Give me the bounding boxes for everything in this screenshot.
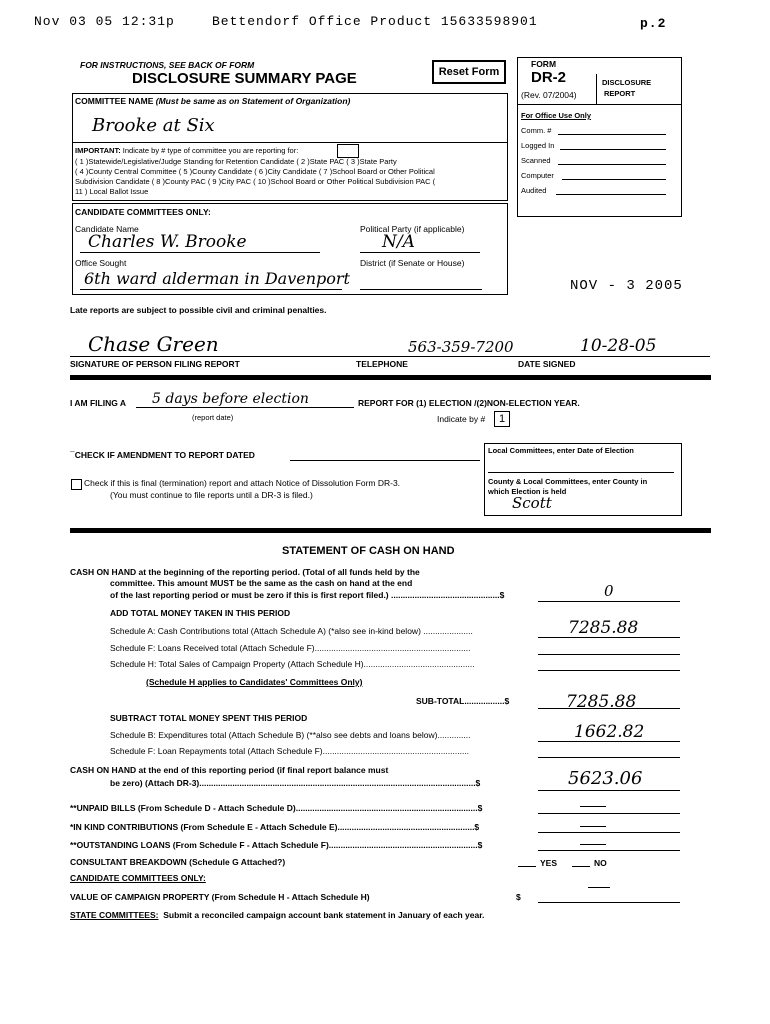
final-report-line1: Check if this is final (termination) report and attach Notice of Dissolution Form DR-3. [84, 478, 401, 488]
final-report-checkbox[interactable] [71, 479, 82, 490]
form-label: FORM [531, 59, 557, 69]
instructions: FOR INSTRUCTIONS, SEE BACK OF FORM [80, 60, 255, 70]
sched-b: Schedule B: Expenditures total (Attach Schedule B) (**also see debts and loans below).............. [110, 730, 471, 740]
fax-sender: Bettendorf Office Product 15633598901 [212, 14, 538, 29]
signature-image: Chase Green [88, 332, 219, 356]
state-committees-note: STATE COMMITTEES: Submit a reconciled campaign account bank statement in January of each year. [70, 910, 485, 920]
candidate-name-value[interactable]: Charles W. Brooke [88, 232, 247, 252]
end-value[interactable]: 5623.06 [568, 768, 643, 789]
signature-label: SIGNATURE OF PERSON FILING REPORT [70, 359, 240, 369]
office-use-title: For Office Use Only [521, 111, 592, 120]
no-label: NO [594, 858, 607, 868]
page-title: DISCLOSURE SUMMARY PAGE [132, 70, 357, 87]
date-signed-value[interactable]: 10-28-05 [580, 336, 657, 356]
committee-type-box[interactable] [337, 144, 359, 158]
office-logged: Logged In [521, 141, 555, 150]
office-sought-label: Office Sought [75, 258, 127, 268]
fax-date: Nov 03 05 12:31p [34, 14, 175, 29]
end-line1: CASH ON HAND at the end of this reporting period (if final report balance must [70, 765, 389, 775]
sched-h: Schedule H: Total Sales of Campaign Property (Attach Schedule H)............................................... [110, 659, 475, 669]
begin-line3: of the last reporting period or must be zero if this is first report filed.) ..............................................$ [110, 590, 505, 600]
committee-name-value[interactable]: Brooke at Six [92, 115, 215, 136]
property-dollar: $ [516, 892, 521, 902]
county-label-2: which Election is held [488, 487, 567, 496]
sched-f2: Schedule F: Loan Repayments total (Attach Schedule F).............................................................. [110, 746, 470, 756]
final-report-line2: (You must continue to file reports until a DR-3 is filed.) [110, 490, 313, 500]
form-type-1: DISCLOSURE [602, 78, 652, 87]
sched-b-value[interactable]: 1662.82 [574, 722, 645, 742]
end-line2: be zero) (Attach DR-3).....................................................................................................................$ [110, 778, 481, 788]
district-label: District (if Senate or House) [360, 258, 465, 268]
filing-prefix: I AM FILING A [70, 398, 127, 408]
sched-a: Schedule A: Cash Contributions total (Attach Schedule A) (*also see in-kind below) ..................... [110, 626, 473, 636]
phone-value[interactable]: 563-359-7200 [408, 338, 514, 356]
cash-title: STATEMENT OF CASH ON HAND [282, 545, 455, 557]
form-rev: (Rev. 07/2004) [521, 90, 577, 100]
received-stamp: NOV - 3 2005 [570, 278, 683, 294]
add-title: ADD TOTAL MONEY TAKEN IN THIS PERIOD [110, 608, 291, 618]
yes-label: YES [540, 858, 558, 868]
phone-label: TELEPHONE [356, 359, 408, 369]
report-date-label: (report date) [192, 413, 234, 422]
committee-label: COMMITTEE NAME (Must be same as on Statement of Organization) [75, 96, 351, 106]
county-label-1: County & Local Committees, enter County in [488, 477, 648, 486]
filing-value[interactable]: 5 days before election [152, 391, 309, 407]
candidate-name-label: Candidate Name [75, 224, 139, 234]
inkind: *IN KIND CONTRIBUTIONS (From Schedule E - Attach Schedule E)..........................................................$ [70, 822, 480, 832]
form-type-2: REPORT [604, 89, 636, 98]
subtract-title: SUBTRACT TOTAL MONEY SPENT THIS PERIOD [110, 713, 308, 723]
candidate-section-title: CANDIDATE COMMITTEES ONLY: [75, 207, 211, 217]
sched-h-note: (Schedule H applies to Candidates' Committees Only) [146, 677, 363, 687]
filing-suffix: REPORT FOR (1) ELECTION /(2)NON-ELECTION YEAR. [358, 398, 580, 408]
amendment-label: ¯CHECK IF AMENDMENT TO REPORT DATED [70, 450, 255, 460]
party-value[interactable]: N/A [382, 232, 415, 252]
office-computer: Computer [521, 171, 554, 180]
sched-f: Schedule F: Loans Received total (Attach Schedule F).................................................................. [110, 643, 471, 653]
subtotal-value[interactable]: 7285.88 [566, 692, 637, 712]
party-label: Political Party (if applicable) [360, 224, 465, 234]
office-scanned: Scanned [521, 156, 551, 165]
reset-form-button[interactable]: Reset Form [432, 60, 506, 84]
penalty-note: Late reports are subject to possible civil and criminal penalties. [70, 305, 327, 315]
begin-line1: CASH ON HAND at the beginning of the reporting period. (Total of all funds held by the [70, 567, 420, 577]
committee-types: ( 1 )Statewide/Legislative/Judge Standing for Retention Candidate ( 2 )State PAC ( 3 )State Party ( 4 )County Central Committee ( 5 )County Candidate ( 6 )City Candidate ( 7 )School Board or Other Political Subdivision Candidate ( 8 )County PAC ( 9 )City PAC ( 10 )School Board or Other Political Subdivision PAC ( 11 ) Local Ballot Issue [75, 157, 436, 196]
candidate-only-label: CANDIDATE COMMITTEES ONLY: [70, 873, 206, 883]
indicate-label: Indicate by # [437, 414, 486, 424]
fax-page: p.2 [640, 16, 667, 31]
unpaid-bills: **UNPAID BILLS (From Schedule D - Attach Schedule D).............................................................................$ [70, 803, 483, 813]
begin-value[interactable]: 0 [604, 582, 614, 600]
office-audited: Audited [521, 186, 547, 195]
election-type-box[interactable]: 1 [494, 411, 510, 427]
campaign-property: VALUE OF CAMPAIGN PROPERTY (From Schedule H - Attach Schedule H) [70, 892, 370, 902]
office-sought-value[interactable]: 6th ward alderman in Davenport [84, 269, 350, 288]
outstanding-loans: **OUTSTANDING LOANS (From Schedule F - Attach Schedule F)...............................................................$ [70, 840, 483, 850]
subtotal-label: SUB-TOTAL.................$ [416, 696, 510, 706]
county-value[interactable]: Scott [512, 494, 552, 512]
consultant-breakdown: CONSULTANT BREAKDOWN (Schedule G Attached?) [70, 857, 286, 867]
form-id: DR-2 [531, 69, 567, 86]
local-date-label: Local Committees, enter Date of Election [488, 446, 634, 455]
sched-a-value[interactable]: 7285.88 [568, 618, 639, 638]
office-comm: Comm. # [521, 126, 552, 135]
begin-line2: committee. This amount MUST be the same as the cash on hand at the end [110, 578, 413, 588]
important-note: IMPORTANT: Indicate by # type of committee you are reporting for: [75, 146, 299, 155]
date-signed-label: DATE SIGNED [518, 359, 576, 369]
